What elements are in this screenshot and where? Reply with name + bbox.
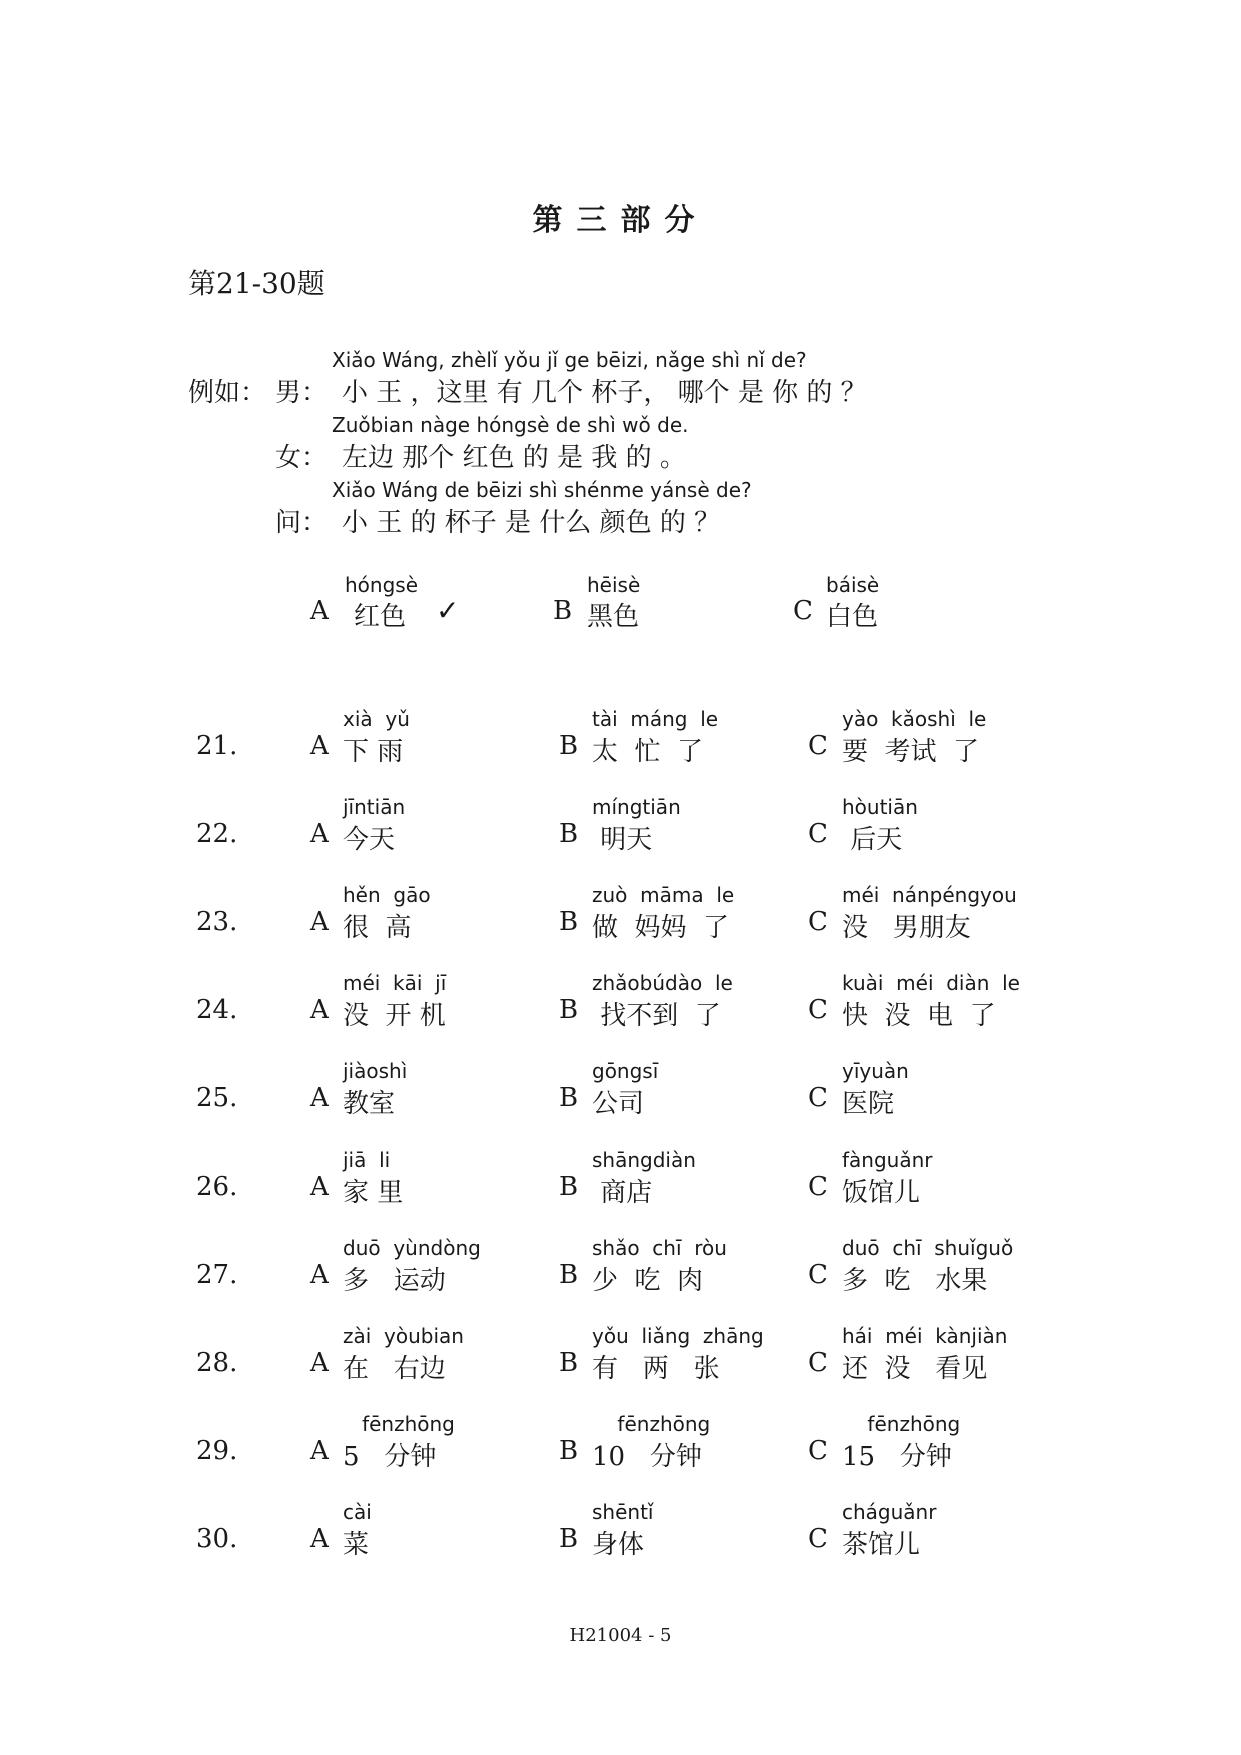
option-pinyin: cài — [343, 1500, 372, 1524]
speaker-label: 问： — [275, 508, 328, 538]
option-pinyin: fēnzhōng — [592, 1412, 711, 1436]
option-letter: C — [808, 1260, 828, 1290]
option-letter: C — [808, 731, 828, 761]
option-hanzi: 15 分钟 — [842, 1442, 952, 1472]
question-range-label: 第21-30题 — [188, 267, 325, 300]
option-pinyin: shēntǐ — [592, 1500, 654, 1524]
option-letter: C — [808, 1524, 828, 1554]
option-pinyin: báisè — [826, 573, 880, 597]
option-letter: C — [808, 1172, 828, 1202]
option-letter: B — [559, 995, 579, 1025]
option-hanzi: 要 考试 了 — [842, 737, 980, 767]
option-letter: B — [559, 1172, 579, 1202]
option-letter: B — [559, 1260, 579, 1290]
option-letter: A — [310, 1172, 329, 1202]
option-pinyin: shāngdiàn — [592, 1148, 696, 1172]
option-pinyin: hēisè — [587, 573, 641, 597]
question-number: 28. — [196, 1348, 238, 1378]
speaker-label: 女： — [275, 443, 328, 473]
dialogue-pinyin: Xiǎo Wáng, zhèlǐ yǒu jǐ ge bēizi, nǎge shì nǐ de? — [332, 348, 807, 372]
dialogue-pinyin: Zuǒbian nàge hóngsè de shì wǒ de. — [332, 413, 689, 437]
option-letter: A — [310, 731, 329, 761]
option-letter: C — [808, 1348, 828, 1378]
option-letter: C — [808, 1083, 828, 1113]
question-number: 24. — [196, 995, 238, 1025]
option-pinyin: zhǎobúdào le — [592, 971, 733, 995]
page-footer-code: H21004 - 5 — [569, 1625, 672, 1646]
question-number: 22. — [196, 819, 238, 849]
option-letter: B — [559, 1348, 579, 1378]
option-pinyin: hái méi kànjiàn — [842, 1324, 1008, 1348]
option-letter: A — [310, 1083, 329, 1113]
option-letter: B — [553, 596, 573, 626]
option-pinyin: zài yòubian — [343, 1324, 464, 1348]
option-pinyin: duō yùndòng — [343, 1236, 481, 1260]
option-letter: A — [310, 1348, 329, 1378]
option-letter: B — [559, 731, 579, 761]
option-hanzi: 没 男朋友 — [842, 913, 971, 943]
option-pinyin: yīyuàn — [842, 1059, 909, 1083]
option-hanzi: 菜 — [343, 1530, 370, 1560]
option-pinyin: kuài méi diàn le — [842, 971, 1020, 995]
option-hanzi: 商店 — [592, 1178, 653, 1208]
option-letter: B — [559, 819, 579, 849]
option-pinyin: yào kǎoshì le — [842, 707, 987, 731]
example-label: 例如： — [188, 378, 267, 408]
option-hanzi: 饭馆儿 — [842, 1178, 921, 1208]
option-letter: A — [310, 995, 329, 1025]
option-hanzi: 下 雨 — [343, 737, 404, 767]
option-hanzi: 教室 — [343, 1089, 396, 1119]
question-number: 25. — [196, 1083, 238, 1113]
option-pinyin: duō chī shuǐguǒ — [842, 1236, 1014, 1260]
option-pinyin: hòutiān — [842, 795, 918, 819]
option-hanzi: 公司 — [592, 1089, 645, 1119]
dialogue-hanzi: 左边 那个 红色 的 是 我 的 。 — [342, 443, 686, 473]
dialogue-hanzi: 小 王 的 杯子 是 什么 颜色 的 ？ — [342, 508, 721, 538]
option-hanzi: 很 高 — [343, 913, 412, 943]
question-number: 21. — [196, 731, 238, 761]
option-pinyin: jiàoshì — [343, 1059, 408, 1083]
option-letter: A — [310, 1260, 329, 1290]
option-letter: A — [310, 819, 329, 849]
option-hanzi: 在 右边 — [343, 1354, 446, 1384]
option-pinyin: méi kāi jī — [343, 971, 447, 995]
option-letter: B — [559, 1083, 579, 1113]
option-pinyin: gōngsī — [592, 1059, 659, 1083]
option-hanzi: 做 妈妈 了 — [592, 913, 730, 943]
option-hanzi: 明天 — [592, 825, 653, 855]
option-hanzi: 红色 — [354, 602, 407, 632]
option-hanzi: 多 运动 — [343, 1266, 446, 1296]
option-pinyin: fēnzhōng — [343, 1412, 455, 1436]
option-pinyin: zuò māma le — [592, 883, 735, 907]
option-pinyin: jīntiān — [343, 795, 406, 819]
question-number: 27. — [196, 1260, 238, 1290]
option-letter: C — [808, 995, 828, 1025]
option-pinyin: jiā li — [343, 1148, 391, 1172]
check-mark-icon: ✓ — [436, 594, 460, 627]
option-letter: B — [559, 1524, 579, 1554]
option-hanzi: 医院 — [842, 1089, 895, 1119]
option-pinyin: míngtiān — [592, 795, 681, 819]
option-hanzi: 5 分钟 — [343, 1442, 437, 1472]
option-pinyin: hěn gāo — [343, 883, 431, 907]
option-letter: C — [793, 596, 813, 626]
option-letter: A — [310, 1524, 329, 1554]
dialogue-pinyin: Xiǎo Wáng de bēizi shì shénme yánsè de? — [332, 478, 752, 502]
option-pinyin: hóngsè — [345, 573, 419, 597]
option-letter: C — [808, 819, 828, 849]
question-number: 29. — [196, 1436, 238, 1466]
option-pinyin: shǎo chī ròu — [592, 1236, 727, 1260]
option-pinyin: yǒu liǎng zhāng — [592, 1324, 764, 1348]
option-pinyin: cháguǎnr — [842, 1500, 937, 1524]
option-letter: C — [808, 1436, 828, 1466]
option-pinyin: xià yǔ — [343, 707, 410, 731]
option-hanzi: 找不到 了 — [592, 1001, 721, 1031]
section-title: 第三部分 — [532, 203, 709, 238]
option-pinyin: tài máng le — [592, 707, 719, 731]
speaker-label: 男： — [275, 378, 328, 408]
dialogue-hanzi: 小 王 ，这里 有 几个 杯子， 哪个 是 你 的 ？ — [342, 378, 867, 408]
option-hanzi: 少 吃 肉 — [592, 1266, 704, 1296]
option-hanzi: 快 没 电 了 — [842, 1001, 996, 1031]
option-letter: A — [310, 907, 329, 937]
question-number: 23. — [196, 907, 238, 937]
option-pinyin: fēnzhōng — [842, 1412, 961, 1436]
question-number: 26. — [196, 1172, 238, 1202]
option-hanzi: 家 里 — [343, 1178, 404, 1208]
option-letter: B — [559, 907, 579, 937]
option-hanzi: 没 开 机 — [343, 1001, 446, 1031]
option-letter: B — [559, 1436, 579, 1466]
option-letter: A — [310, 1436, 329, 1466]
option-hanzi: 10 分钟 — [592, 1442, 702, 1472]
option-hanzi: 多 吃 水果 — [842, 1266, 988, 1296]
option-hanzi: 茶馆儿 — [842, 1530, 921, 1560]
question-number: 30. — [196, 1524, 238, 1554]
option-hanzi: 有 两 张 — [592, 1354, 720, 1384]
option-pinyin: fànguǎnr — [842, 1148, 933, 1172]
option-hanzi: 今天 — [343, 825, 396, 855]
option-hanzi: 黑色 — [587, 602, 640, 632]
option-hanzi: 身体 — [592, 1530, 645, 1560]
option-hanzi: 后天 — [842, 825, 903, 855]
option-hanzi: 白色 — [826, 602, 879, 632]
option-letter: A — [310, 596, 329, 626]
option-pinyin: méi nánpéngyou — [842, 883, 1017, 907]
option-hanzi: 太 忙 了 — [592, 737, 704, 767]
option-hanzi: 还 没 看见 — [842, 1354, 988, 1384]
option-letter: C — [808, 907, 828, 937]
